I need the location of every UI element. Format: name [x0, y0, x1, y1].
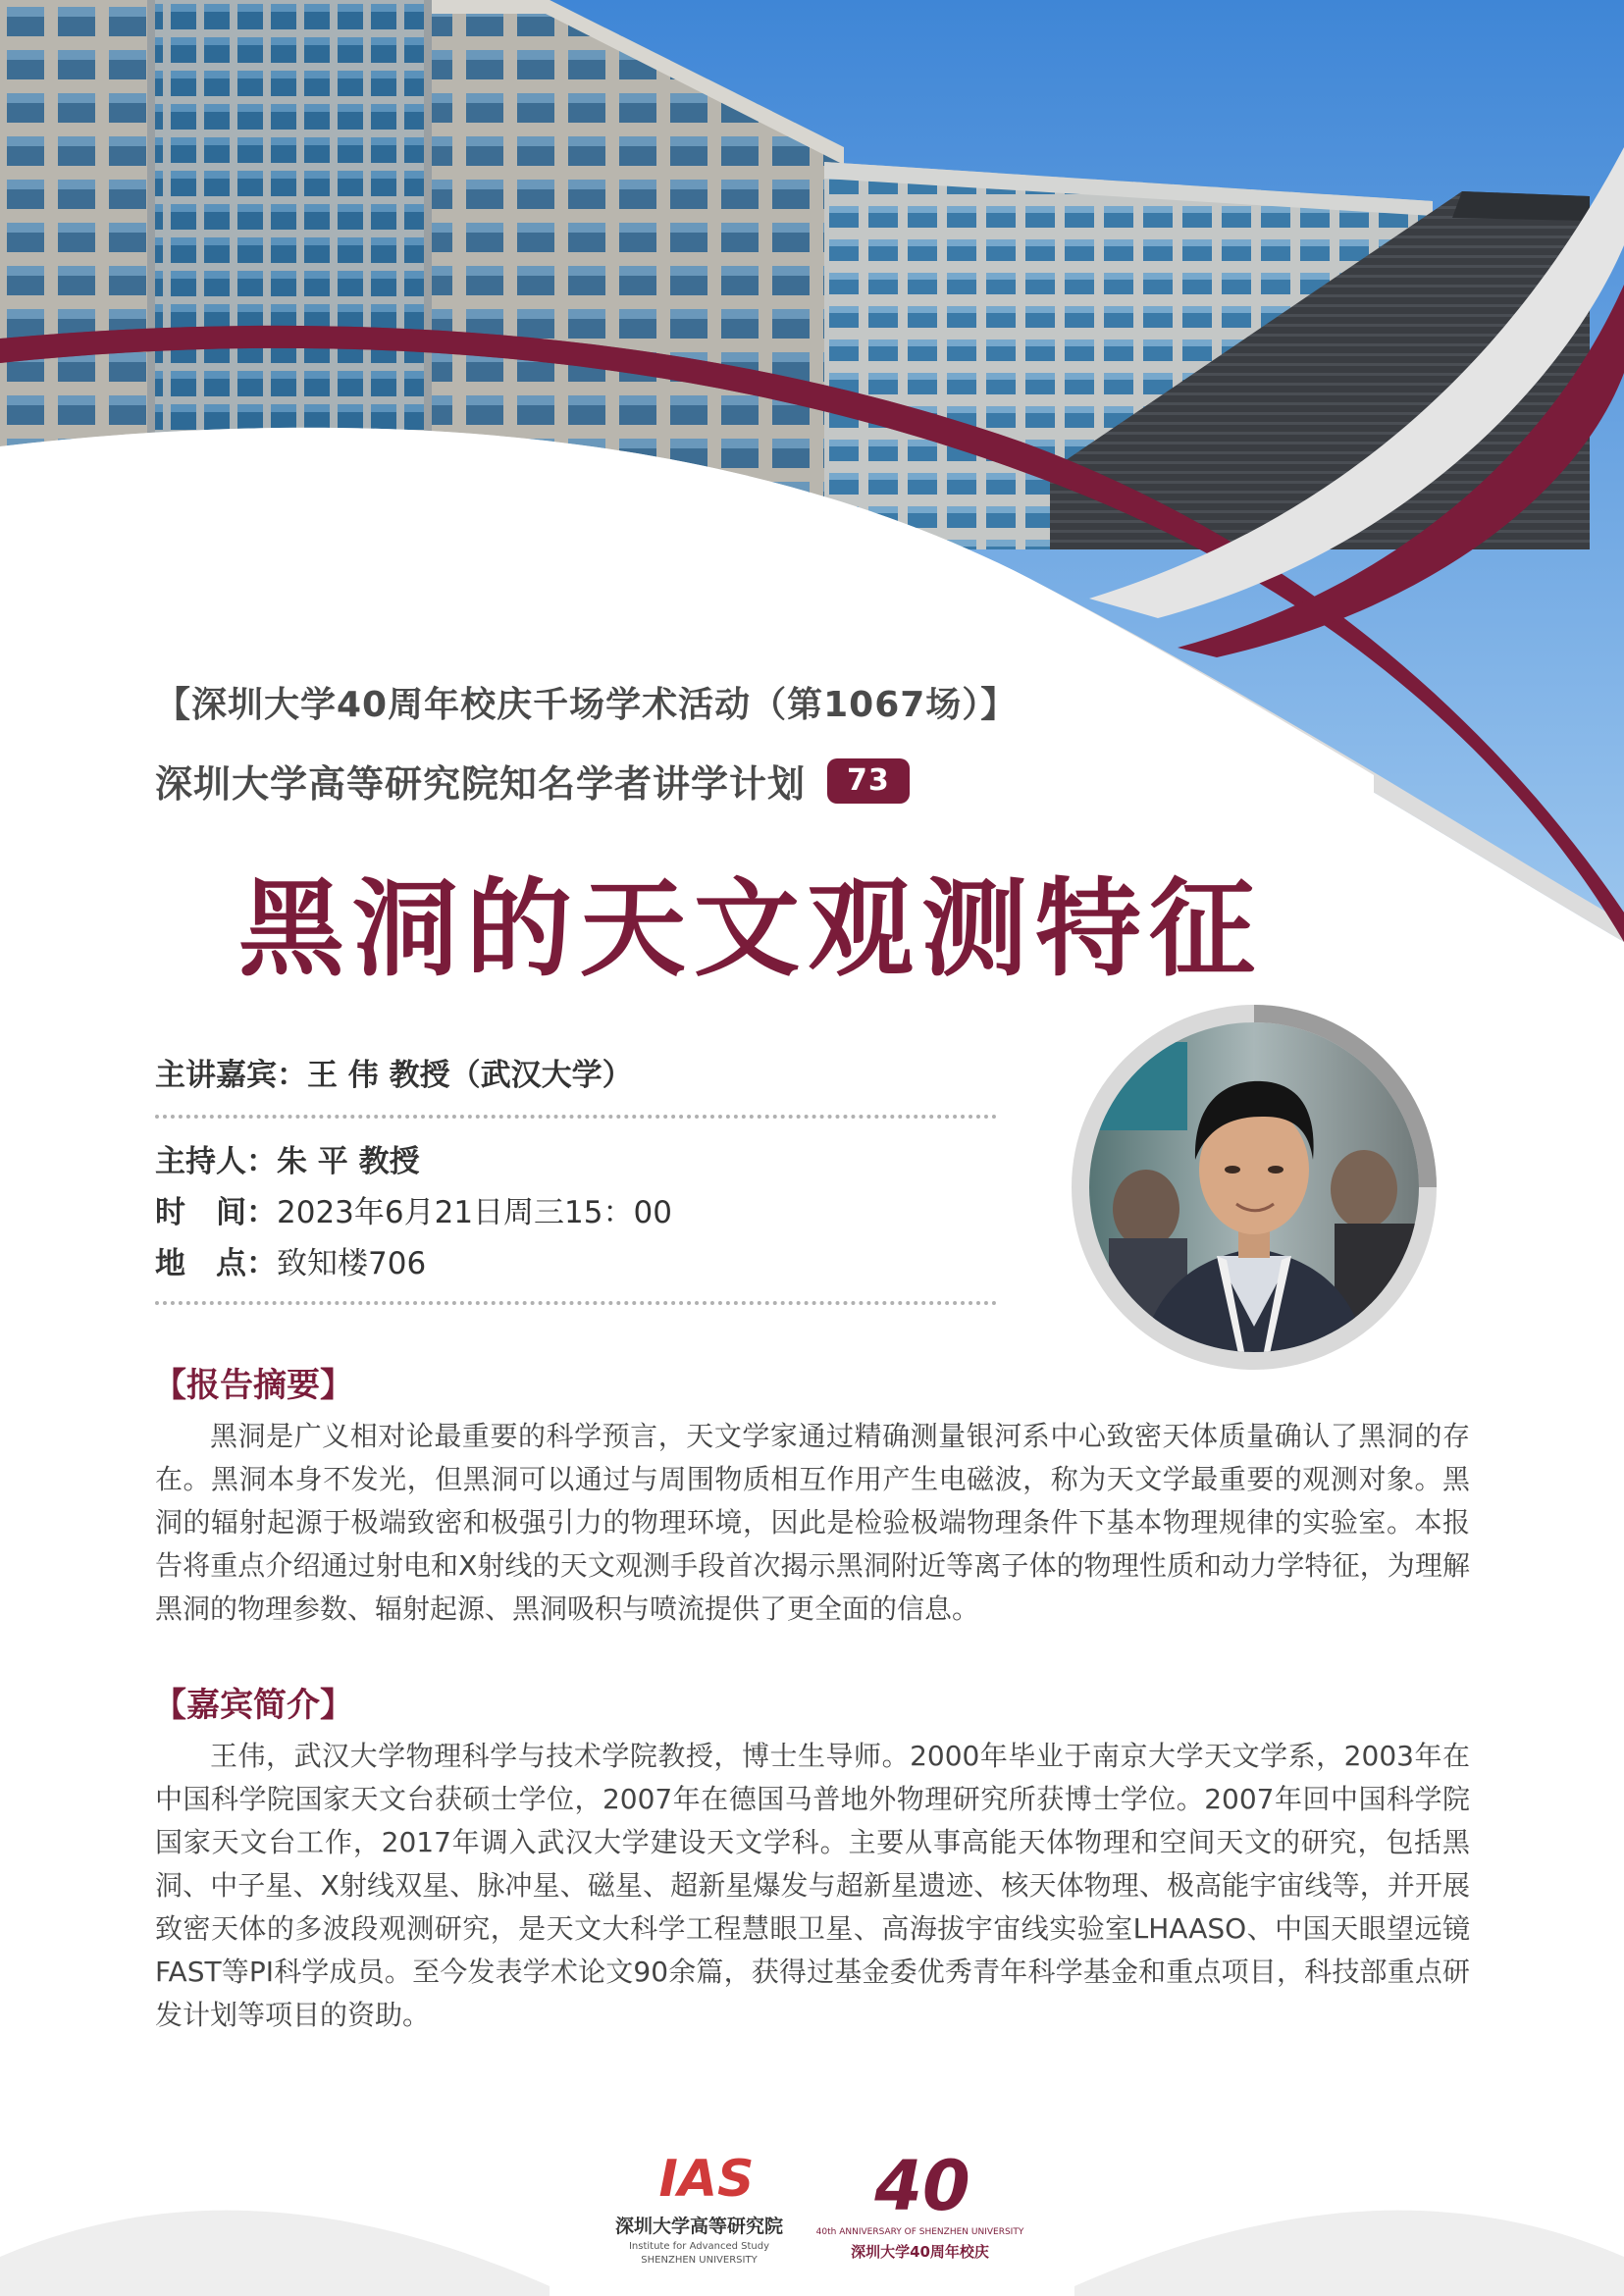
ias-logo: [599, 2147, 800, 2274]
anniversary-logo-mark: [854, 2147, 991, 2216]
ias-name-en: Institute for Advanced Study: [628, 2241, 770, 2252]
program-name: 深圳大学高等研究院知名学者讲学计划: [155, 762, 807, 806]
svg-text:40: 40: [874, 2147, 970, 2216]
ias-name-cn: 深圳大学高等研究院: [614, 2216, 783, 2237]
anniversary-logo: [814, 2147, 1025, 2274]
host-row: [155, 1136, 997, 1187]
series-title: 【深圳大学40周年校庆千场学术活动（第1067场）】: [155, 685, 1018, 725]
venue-row: [155, 1238, 997, 1289]
venue-value: 致知楼706: [277, 1246, 427, 1281]
time-value: 2023年6月21日周三15：00: [277, 1195, 672, 1230]
speaker-line: [155, 1048, 997, 1103]
speaker-portrait: [1070, 1003, 1439, 1372]
host-value: 朱 平 教授: [277, 1144, 420, 1179]
program-title: [155, 754, 910, 808]
divider: [155, 1301, 997, 1305]
anniversary-en: 40th ANNIVERSARY OF SHENZHEN UNIVERSITY: [815, 2227, 1024, 2237]
ias-logo-mark: [648, 2147, 765, 2202]
bracket: 】: [320, 1366, 353, 1405]
lecture-title: 黑洞的天文观测特征: [237, 868, 1263, 991]
abstract-heading: 【报告摘要】: [153, 1366, 353, 1405]
footer-decoration: [0, 2139, 1624, 2296]
divider: [155, 1115, 997, 1119]
bracket: 】: [320, 1686, 353, 1725]
time-label: 时 间：: [155, 1195, 277, 1230]
speaker-label: 主讲嘉宾：: [155, 1058, 307, 1093]
bracket: 【: [153, 1686, 186, 1725]
ias-name-en-university: SHENZHEN UNIVERSITY: [641, 2255, 758, 2266]
bio-text: 王伟，武汉大学物理科学与技术学院教授，博士生导师。2000年毕业于南京大学天文学系，2003年在中国科学院国家天文台获硕士学位，2007年在德国马普地外物理研究所获博士学位。2007年回中国科学院国家天文台工作，2017年调入武汉大学建设天文学科。主要从事高能天体物理和空间天文的研究，包括黑洞、中子星、X射线双星、脉冲星、磁星、超新星爆发与超新星遗迹、核天体物理、极高能宇宙线等，并开展致密天体的多波段观测研究，是天文大科学工程慧眼卫星、高海拔宇宙线实验室LHAASO、中国天眼望远镜FAST等PI科学成员。至今发表学术论文90余篇，获得过基金委优秀青年科学基金和重点项目，科技部重点研发计划等项目的资助。: [155, 1740, 1470, 2031]
bracket: 【: [153, 1366, 186, 1405]
bio-heading: 【嘉宾简介】: [153, 1686, 353, 1725]
abstract-text: 黑洞是广义相对论最重要的科学预言，天文学家通过精确测量银河系中心致密天体质量确认了黑洞的存在。黑洞本身不发光，但黑洞可以通过与周围物质相互作用产生电磁波，称为天文学最重要的观测对象。黑洞的辐射起源于极端致密和极强引力的物理环境，因此是检验极端物理条件下基本物理规律的实验室。本报告将重点介绍通过射电和X射线的天文观测手段首次揭示黑洞附近等离子体的物理性质和动力学特征，为理解黑洞的物理参数、辐射起源、黑洞吸积与喷流提供了更全面的信息。: [155, 1420, 1470, 1625]
anniversary-cn: 深圳大学40周年校庆: [851, 2243, 989, 2261]
svg-text:IAS: IAS: [658, 2150, 755, 2202]
time-row: [155, 1187, 997, 1238]
speaker-value: 王 伟 教授（武汉大学）: [307, 1058, 633, 1093]
venue-label: 地 点：: [155, 1246, 277, 1281]
program-number-badge: 73: [827, 758, 910, 804]
lecture-info: [155, 1048, 997, 1323]
host-label: 主持人：: [155, 1144, 277, 1179]
